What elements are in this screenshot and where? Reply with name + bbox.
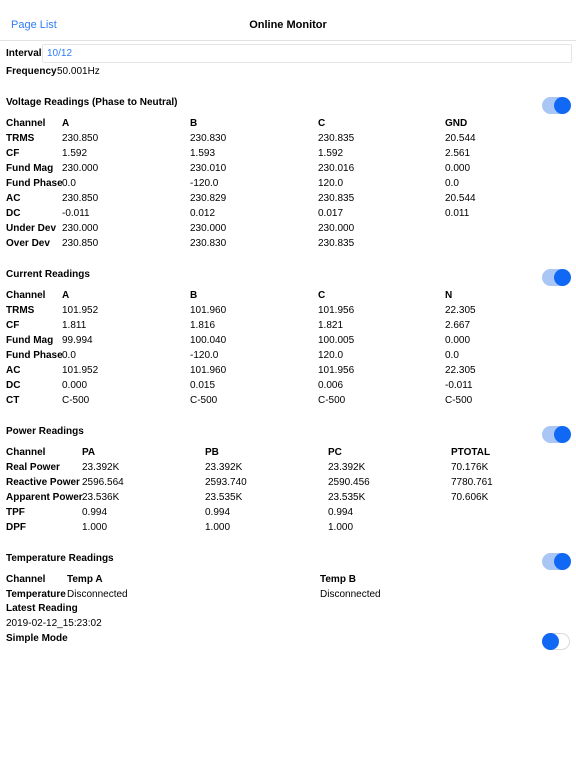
voltage-cell: 1.592 xyxy=(62,148,88,159)
current-cell: 120.0 xyxy=(318,350,344,361)
temperature-header-temp-b: Temp B xyxy=(320,574,356,585)
voltage-cell: 230.000 xyxy=(62,223,99,234)
temp-b-value: Disconnected xyxy=(320,589,381,600)
voltage-row-label: AC xyxy=(6,193,21,204)
power-cell: 0.994 xyxy=(328,507,354,518)
power-section-title: Power Readings xyxy=(6,426,84,437)
voltage-cell: 1.592 xyxy=(318,148,344,159)
power-cell: 23.392K xyxy=(82,462,120,473)
power-cell: 23.392K xyxy=(205,462,243,473)
voltage-toggle[interactable] xyxy=(542,97,570,114)
voltage-header-col-2: B xyxy=(190,118,198,129)
page-title: Online Monitor xyxy=(249,19,327,31)
interval-value: 10/12 xyxy=(47,48,73,59)
current-cell: 22.305 xyxy=(445,305,476,316)
current-row-label: CT xyxy=(6,395,20,406)
power-row-label: DPF xyxy=(6,522,26,533)
temp-a-value: Disconnected xyxy=(67,589,128,600)
toggle-knob xyxy=(554,553,571,570)
current-row-label: CF xyxy=(6,320,20,331)
power-cell: 1.000 xyxy=(205,522,231,533)
current-cell: C-500 xyxy=(62,395,90,406)
voltage-cell: -0.011 xyxy=(62,208,90,219)
current-cell: 0.015 xyxy=(190,380,216,391)
current-section-title: Current Readings xyxy=(6,269,90,280)
voltage-cell: 230.850 xyxy=(62,193,99,204)
current-cell: 100.040 xyxy=(190,335,227,346)
temperature-header-temp-a: Temp A xyxy=(67,574,103,585)
current-cell: C-500 xyxy=(190,395,218,406)
current-cell: 101.960 xyxy=(190,305,227,316)
current-cell: 2.667 xyxy=(445,320,471,331)
power-header-channel: Channel xyxy=(6,447,46,458)
voltage-cell: 20.544 xyxy=(445,133,476,144)
voltage-cell: 230.000 xyxy=(190,223,227,234)
power-cell: 2593.740 xyxy=(205,477,247,488)
current-cell: 1.811 xyxy=(62,320,87,331)
power-row-label: Real Power xyxy=(6,462,60,473)
current-row-label: Fund Phase xyxy=(6,350,63,361)
current-cell: 0.0 xyxy=(62,350,76,361)
voltage-cell: 230.830 xyxy=(190,238,227,249)
voltage-cell: 230.835 xyxy=(318,238,355,249)
frequency-value: 50.001Hz xyxy=(57,66,100,77)
current-cell: -120.0 xyxy=(190,350,219,361)
current-row-label: Fund Mag xyxy=(6,335,54,346)
simple-mode-label: Simple Mode xyxy=(6,633,68,644)
power-cell: 70.606K xyxy=(451,492,489,503)
current-cell: 0.0 xyxy=(445,350,459,361)
current-cell: 0.006 xyxy=(318,380,344,391)
power-cell: 70.176K xyxy=(451,462,489,473)
latest-reading-value: 2019-02-12_15:23:02 xyxy=(6,618,102,629)
current-cell: 0.000 xyxy=(62,380,88,391)
voltage-cell: 0.011 xyxy=(445,208,470,219)
voltage-row-label: TRMS xyxy=(6,133,35,144)
current-cell: 100.005 xyxy=(318,335,355,346)
current-cell: -0.011 xyxy=(445,380,473,391)
interval-field[interactable] xyxy=(42,44,572,63)
power-row-label: TPF xyxy=(6,507,25,518)
voltage-cell: 230.830 xyxy=(190,133,227,144)
interval-label: Interval xyxy=(6,48,42,59)
toggle-knob xyxy=(542,633,559,650)
current-cell: 101.952 xyxy=(62,305,99,316)
current-cell: 101.960 xyxy=(190,365,227,376)
current-cell: 101.956 xyxy=(318,365,355,376)
voltage-cell: 230.010 xyxy=(190,163,227,174)
voltage-header-channel: Channel xyxy=(6,118,46,129)
page-list-back-button[interactable]: Page List xyxy=(11,19,57,31)
voltage-header-col-3: C xyxy=(318,118,326,129)
current-cell: 101.956 xyxy=(318,305,355,316)
power-cell: 23.535K xyxy=(328,492,366,503)
power-cell: 23.392K xyxy=(328,462,366,473)
current-header-col-2: B xyxy=(190,290,198,301)
power-header-col-2: PB xyxy=(205,447,219,458)
power-header-col-1: PA xyxy=(82,447,96,458)
voltage-cell: 230.829 xyxy=(190,193,227,204)
current-header-col-1: A xyxy=(62,290,70,301)
toggle-knob xyxy=(554,97,571,114)
voltage-header-col-4: GND xyxy=(445,118,468,129)
simple-mode-toggle[interactable] xyxy=(542,633,570,650)
temperature-toggle[interactable] xyxy=(542,553,570,570)
current-cell: 0.000 xyxy=(445,335,471,346)
temperature-section-title: Temperature Readings xyxy=(6,553,114,564)
current-toggle[interactable] xyxy=(542,269,570,286)
power-cell: 0.994 xyxy=(82,507,108,518)
power-cell: 2590.456 xyxy=(328,477,370,488)
frequency-label: Frequency xyxy=(6,66,57,77)
power-cell: 2596.564 xyxy=(82,477,124,488)
power-cell: 1.000 xyxy=(82,522,108,533)
voltage-row-label: Fund Phase xyxy=(6,178,63,189)
current-cell: 22.305 xyxy=(445,365,476,376)
power-toggle[interactable] xyxy=(542,426,570,443)
voltage-cell: 2.561 xyxy=(445,148,471,159)
voltage-cell: 1.593 xyxy=(190,148,216,159)
current-row-label: TRMS xyxy=(6,305,35,316)
power-cell: 0.994 xyxy=(205,507,231,518)
voltage-row-label: Over Dev xyxy=(6,238,50,249)
voltage-row-label: DC xyxy=(6,208,21,219)
toggle-knob xyxy=(554,426,571,443)
voltage-cell: 230.000 xyxy=(62,163,99,174)
power-row-label: Apparent Power xyxy=(6,492,83,503)
power-cell: 23.535K xyxy=(205,492,243,503)
power-header-col-4: PTOTAL xyxy=(451,447,491,458)
power-row-label: Reactive Power xyxy=(6,477,80,488)
current-header-col-3: C xyxy=(318,290,326,301)
toggle-knob xyxy=(554,269,571,286)
voltage-cell: 0.000 xyxy=(445,163,471,174)
voltage-cell: 0.0 xyxy=(62,178,76,189)
voltage-cell: 230.850 xyxy=(62,238,99,249)
power-header-col-3: PC xyxy=(328,447,342,458)
current-cell: 101.952 xyxy=(62,365,99,376)
voltage-row-label: Fund Mag xyxy=(6,163,54,174)
current-row-label: DC xyxy=(6,380,21,391)
voltage-cell: 230.016 xyxy=(318,163,355,174)
current-cell: C-500 xyxy=(445,395,473,406)
voltage-cell: -120.0 xyxy=(190,178,219,189)
power-cell: 1.000 xyxy=(328,522,354,533)
temperature-header-channel: Channel xyxy=(6,574,46,585)
voltage-cell: 120.0 xyxy=(318,178,344,189)
voltage-cell: 230.835 xyxy=(318,193,355,204)
navigation-bar xyxy=(0,0,576,41)
voltage-row-label: CF xyxy=(6,148,20,159)
current-header-channel: Channel xyxy=(6,290,46,301)
power-cell: 23.536K xyxy=(82,492,120,503)
voltage-header-col-1: A xyxy=(62,118,70,129)
current-row-label: AC xyxy=(6,365,21,376)
power-cell: 7780.761 xyxy=(451,477,493,488)
temperature-row-label: Temperature xyxy=(6,589,66,600)
voltage-cell: 20.544 xyxy=(445,193,476,204)
latest-reading-label: Latest Reading xyxy=(6,603,78,614)
current-cell: C-500 xyxy=(318,395,346,406)
current-cell: 99.994 xyxy=(62,335,93,346)
voltage-cell: 230.000 xyxy=(318,223,355,234)
voltage-section-title: Voltage Readings (Phase to Neutral) xyxy=(6,97,178,108)
current-cell: 1.821 xyxy=(318,320,344,331)
voltage-cell: 0.017 xyxy=(318,208,344,219)
voltage-cell: 0.0 xyxy=(445,178,459,189)
current-header-col-4: N xyxy=(445,290,453,301)
voltage-cell: 230.850 xyxy=(62,133,99,144)
voltage-row-label: Under Dev xyxy=(6,223,57,234)
voltage-cell: 0.012 xyxy=(190,208,216,219)
current-cell: 1.816 xyxy=(190,320,216,331)
voltage-cell: 230.835 xyxy=(318,133,355,144)
